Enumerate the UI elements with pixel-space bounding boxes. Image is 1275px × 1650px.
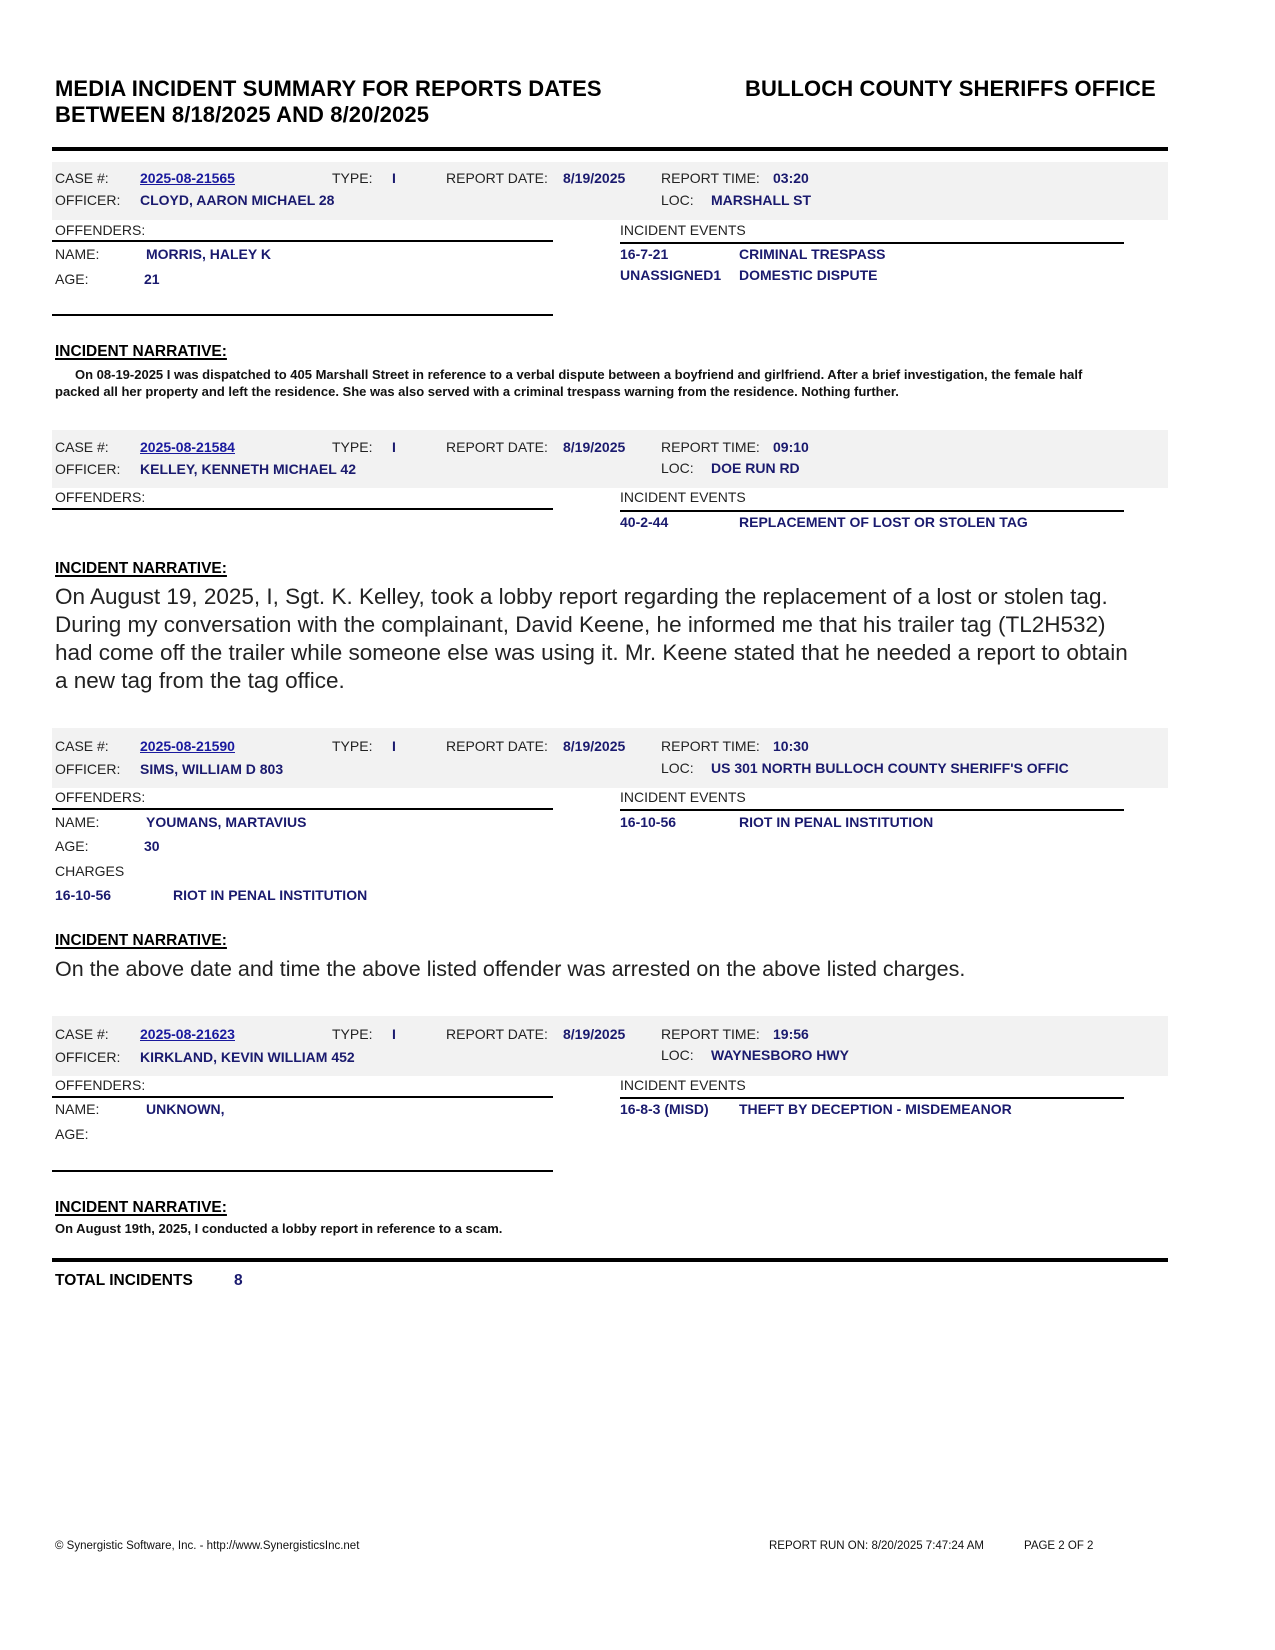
footer-copyright: © Synergistic Software, Inc. - http://www.SynergisticsInc.net — [55, 1540, 360, 1552]
narrative-text: On 08-19-2025 I was dispatched to 405 Marshall Street in reference to a verbal dispute between a boyfriend and girlfriend. After a brief investigation, the female half packed all her property and left the residence. She was also served with a criminal trespass warning from the residence. Nothing further. — [55, 367, 1083, 399]
loc-value: US 301 NORTH BULLOCH COUNTY SHERIFF'S OFFIC — [711, 760, 1069, 776]
offender-name-value: UNKNOWN, — [146, 1101, 225, 1117]
event-code: 40-2-44 — [620, 514, 669, 530]
report-date-label: REPORT DATE: — [446, 738, 548, 754]
offenders-label: OFFENDERS: — [55, 489, 146, 505]
footer-page-number: PAGE 2 OF 2 — [1024, 1540, 1094, 1552]
offender-name-label: NAME: — [55, 814, 100, 830]
events-divider — [620, 510, 1124, 512]
loc-label: LOC: — [661, 192, 694, 208]
event-description: THEFT BY DECEPTION - MISDEMEANOR — [739, 1101, 1012, 1117]
offenders-divider — [52, 808, 553, 810]
case-number-link[interactable]: 2025-08-21565 — [140, 170, 235, 186]
narrative-text: On August 19, 2025, I, Sgt. K. Kelley, took a lobby report regarding the replacement of a lost or stolen tag. During my conversation with the complainant, David Keene, he informed me that his trailer tag (TL2H532) had come off the trailer while someone else was using it. Mr. Keene stated that he needed a report to obtain a new tag from the tag office. — [55, 584, 1128, 693]
case-number-label: CASE #: — [55, 170, 109, 186]
officer-value: CLOYD, AARON MICHAEL 28 — [140, 192, 335, 208]
offenders-label: OFFENDERS: — [55, 1077, 146, 1093]
totals-divider — [52, 1258, 1168, 1262]
case-number-link[interactable]: 2025-08-21584 — [140, 439, 235, 455]
type-value: I — [392, 170, 396, 186]
case-number-link[interactable]: 2025-08-21623 — [140, 1026, 235, 1042]
incident-events-label: INCIDENT EVENTS — [620, 789, 746, 805]
type-label: TYPE: — [332, 439, 373, 455]
charge-code: 16-10-56 — [55, 887, 112, 903]
officer-label: OFFICER: — [55, 461, 121, 477]
report-date-label: REPORT DATE: — [446, 439, 548, 455]
incident-events-label: INCIDENT EVENTS — [620, 222, 746, 238]
loc-value: MARSHALL ST — [711, 192, 812, 208]
report-time-value: 03:20 — [773, 170, 809, 186]
officer-label: OFFICER: — [55, 1049, 121, 1065]
offenders-label: OFFENDERS: — [55, 789, 146, 805]
case-number-link[interactable]: 2025-08-21590 — [140, 738, 235, 754]
officer-label: OFFICER: — [55, 192, 121, 208]
offender-age-value: 30 — [144, 838, 160, 854]
case-header-box — [52, 728, 1168, 788]
case-header-box — [52, 1016, 1168, 1076]
offender-age-label: AGE: — [55, 838, 89, 854]
report-time-label: REPORT TIME: — [661, 1026, 760, 1042]
narrative-heading: INCIDENT NARRATIVE: — [55, 343, 227, 360]
type-label: TYPE: — [332, 170, 373, 186]
loc-value: DOE RUN RD — [711, 460, 800, 476]
type-value: I — [392, 439, 396, 455]
offender-name-value: YOUMANS, MARTAVIUS — [146, 814, 307, 830]
events-divider — [620, 1097, 1124, 1099]
narrative-heading: INCIDENT NARRATIVE: — [55, 932, 227, 949]
narrative-text: On the above date and time the above listed offender was arrested on the above listed charges. — [55, 957, 966, 981]
officer-value: KELLEY, KENNETH MICHAEL 42 — [140, 461, 356, 477]
events-divider — [620, 809, 1124, 811]
officer-value: KIRKLAND, KEVIN WILLIAM 452 — [140, 1049, 355, 1065]
type-value: I — [392, 738, 396, 754]
case-number-label: CASE #: — [55, 1026, 109, 1042]
report-title-line1: MEDIA INCIDENT SUMMARY FOR REPORTS DATES — [55, 76, 602, 101]
type-label: TYPE: — [332, 1026, 373, 1042]
offender-name-label: NAME: — [55, 1101, 100, 1117]
total-incidents-value: 8 — [234, 1272, 243, 1289]
report-time-value: 10:30 — [773, 738, 809, 754]
officer-label: OFFICER: — [55, 761, 121, 777]
loc-label: LOC: — [661, 460, 694, 476]
charges-label: CHARGES — [55, 863, 125, 879]
offenders-end-divider — [52, 314, 553, 316]
type-value: I — [392, 1026, 396, 1042]
event-code: UNASSIGNED1 — [620, 267, 722, 283]
report-time-label: REPORT TIME: — [661, 170, 760, 186]
event-code: 16-10-56 — [620, 814, 677, 830]
type-label: TYPE: — [332, 738, 373, 754]
event-code: 16-8-3 (MISD) — [620, 1101, 709, 1117]
report-date-value: 8/19/2025 — [563, 1026, 626, 1042]
offender-name-value: MORRIS, HALEY K — [146, 246, 271, 262]
narrative-heading: INCIDENT NARRATIVE: — [55, 560, 227, 577]
offenders-divider — [52, 240, 553, 242]
charge-description: RIOT IN PENAL INSTITUTION — [173, 887, 368, 903]
narrative-heading: INCIDENT NARRATIVE: — [55, 1199, 227, 1216]
report-date-value: 8/19/2025 — [563, 170, 626, 186]
offender-age-label: AGE: — [55, 271, 89, 287]
report-date-value: 8/19/2025 — [563, 738, 626, 754]
event-description: REPLACEMENT OF LOST OR STOLEN TAG — [739, 514, 1028, 530]
report-date-label: REPORT DATE: — [446, 170, 548, 186]
footer-report-run: REPORT RUN ON: 8/20/2025 7:47:24 AM — [769, 1540, 984, 1552]
case-number-label: CASE #: — [55, 738, 109, 754]
narrative-text: On August 19th, 2025, I conducted a lobby report in reference to a scam. — [55, 1221, 503, 1236]
offenders-end-divider — [52, 1170, 553, 1172]
header-divider — [52, 147, 1168, 151]
offender-age-value: 21 — [144, 271, 160, 287]
report-time-value: 09:10 — [773, 439, 809, 455]
report-time-label: REPORT TIME: — [661, 439, 760, 455]
agency-name: BULLOCH COUNTY SHERIFFS OFFICE — [745, 76, 1156, 101]
report-time-label: REPORT TIME: — [661, 738, 760, 754]
offenders-label: OFFENDERS: — [55, 222, 146, 238]
incident-events-label: INCIDENT EVENTS — [620, 1077, 746, 1093]
loc-label: LOC: — [661, 1047, 694, 1063]
event-description: CRIMINAL TRESPASS — [739, 246, 886, 262]
report-title-line2: BETWEEN 8/18/2025 AND 8/20/2025 — [55, 102, 430, 127]
event-description: DOMESTIC DISPUTE — [739, 267, 878, 283]
offender-name-label: NAME: — [55, 246, 100, 262]
loc-label: LOC: — [661, 760, 694, 776]
report-date-value: 8/19/2025 — [563, 439, 626, 455]
offenders-divider — [52, 508, 553, 510]
incident-events-label: INCIDENT EVENTS — [620, 489, 746, 505]
loc-value: WAYNESBORO HWY — [711, 1047, 849, 1063]
event-description: RIOT IN PENAL INSTITUTION — [739, 814, 934, 830]
officer-value: SIMS, WILLIAM D 803 — [140, 761, 284, 777]
report-time-value: 19:56 — [773, 1026, 809, 1042]
case-number-label: CASE #: — [55, 439, 109, 455]
offender-age-label: AGE: — [55, 1126, 89, 1142]
offenders-divider — [52, 1096, 553, 1098]
report-date-label: REPORT DATE: — [446, 1026, 548, 1042]
event-code: 16-7-21 — [620, 246, 669, 262]
events-divider — [620, 242, 1124, 244]
total-incidents-label: TOTAL INCIDENTS — [55, 1272, 193, 1289]
